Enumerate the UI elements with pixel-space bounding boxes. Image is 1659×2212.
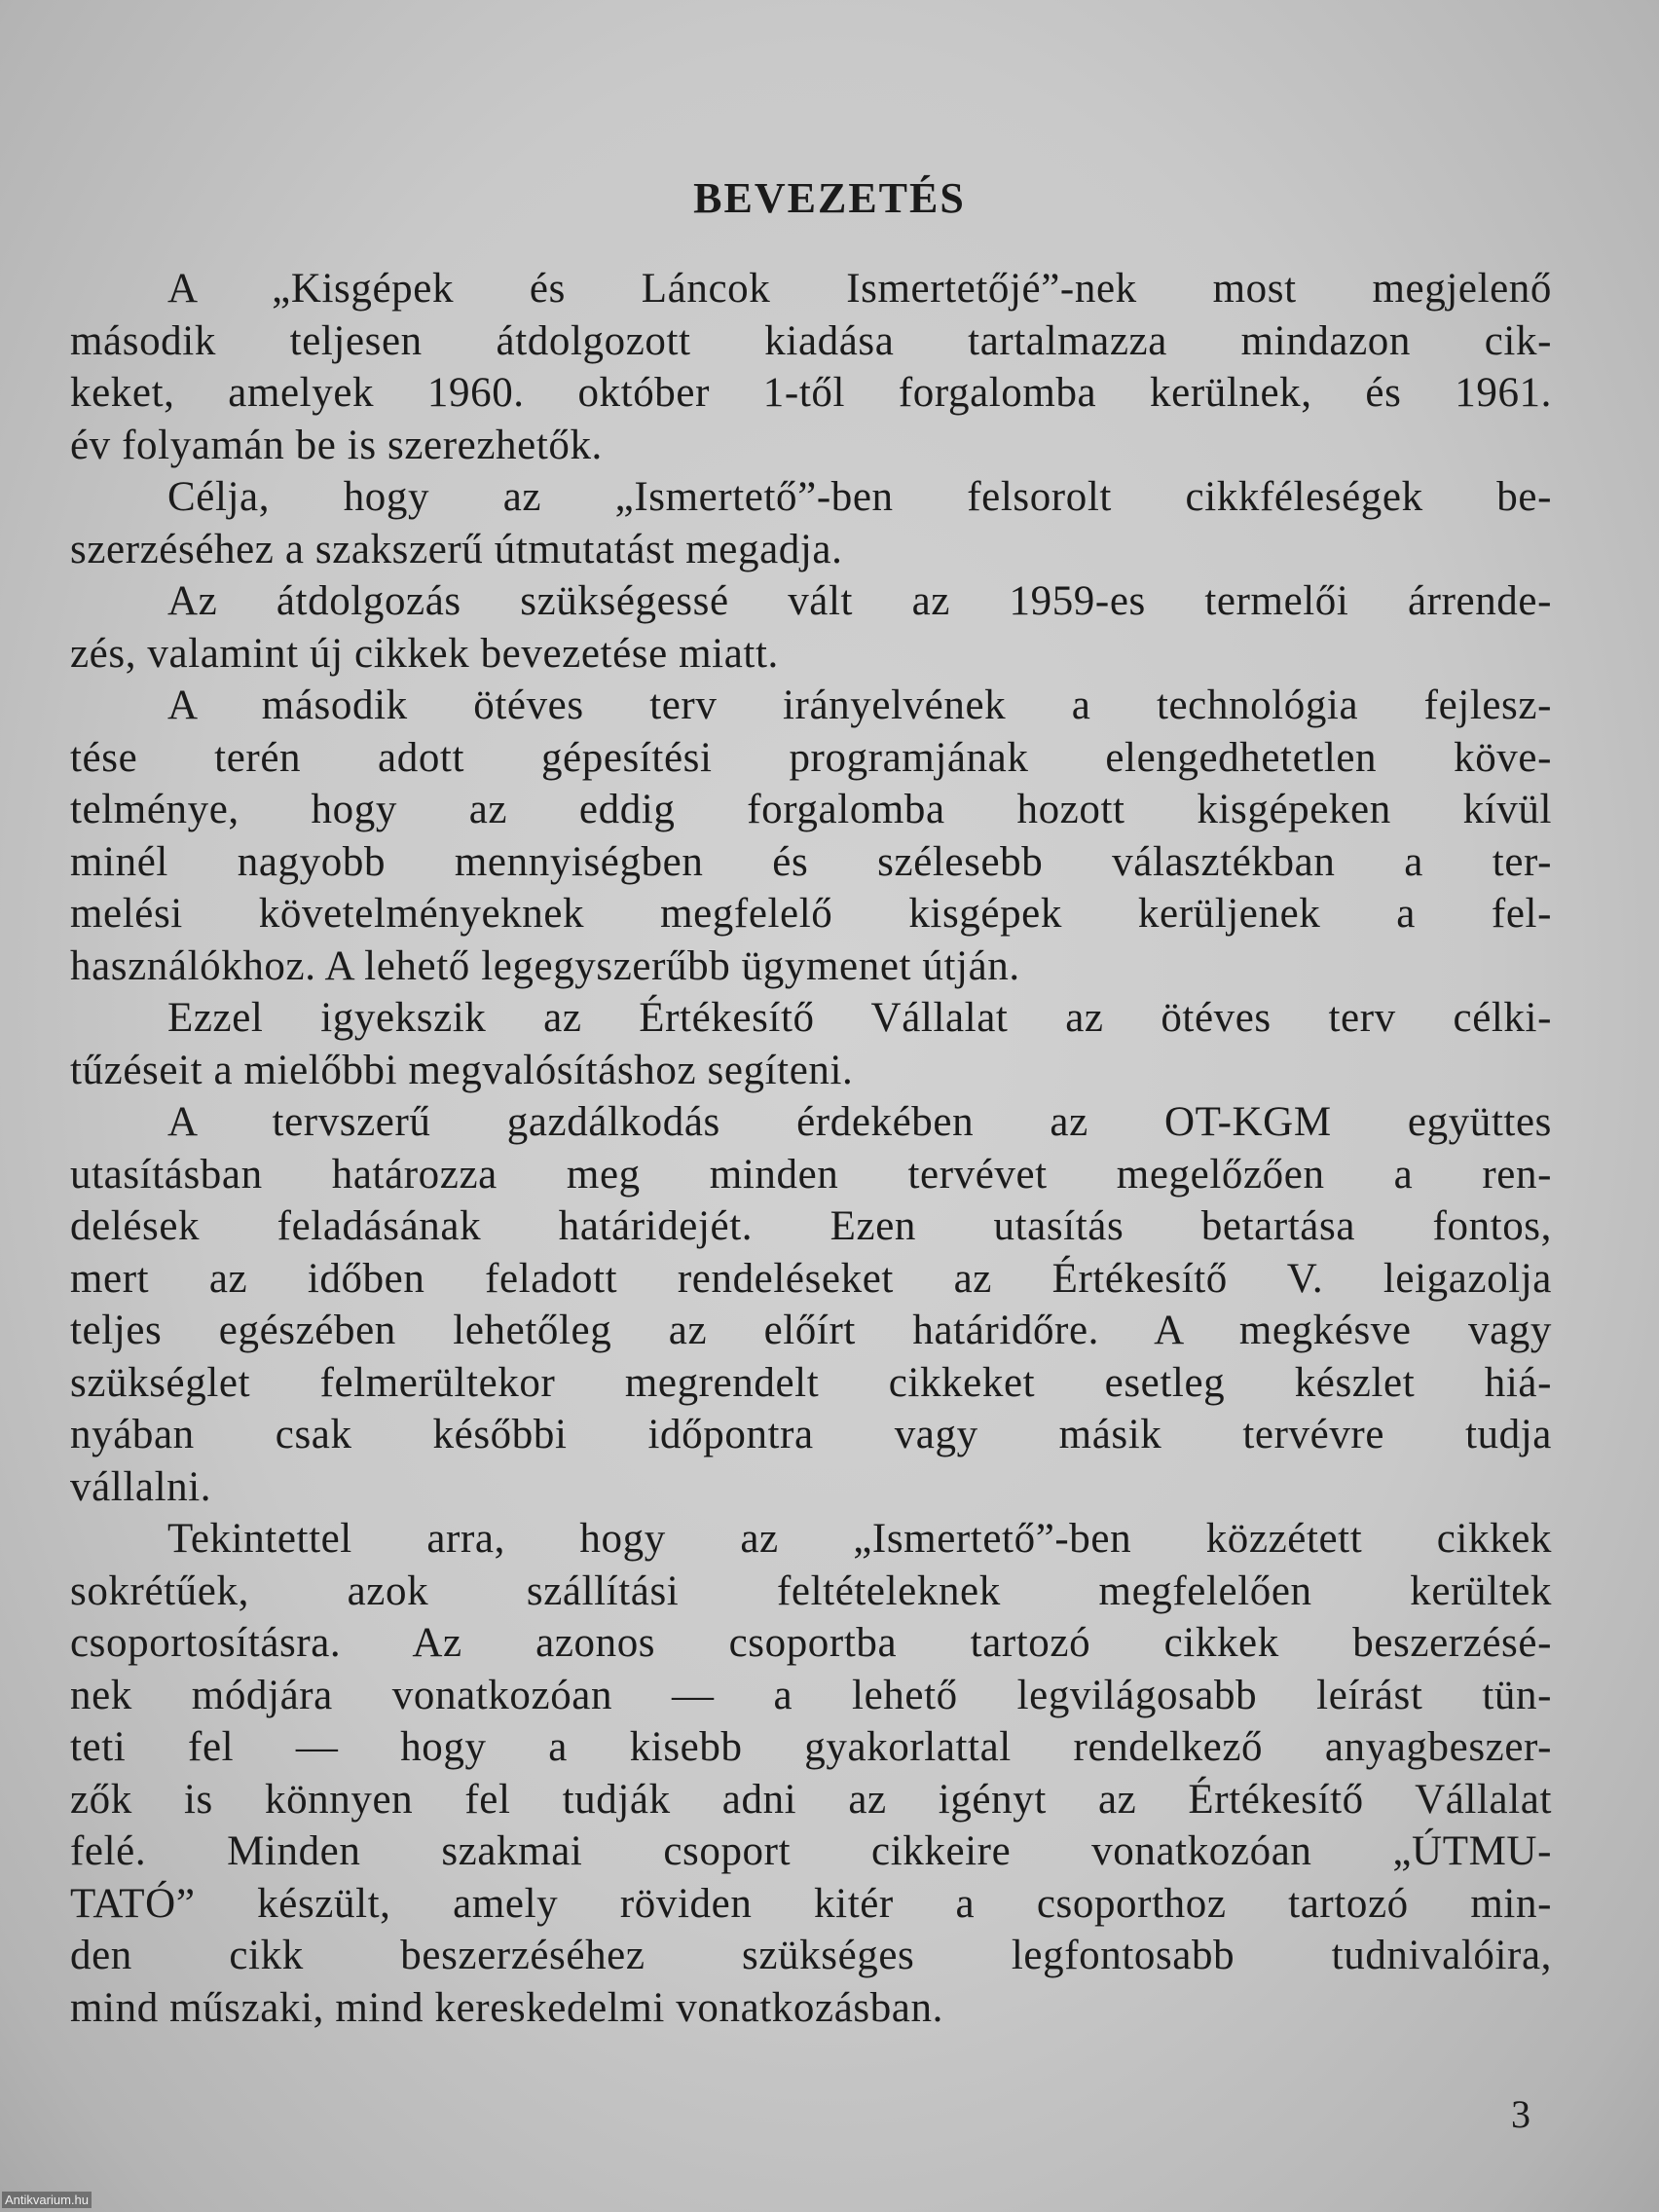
text-line: vállalni. <box>70 1463 212 1510</box>
text-line: melési követelményeknek megfelelő kisgépek kerüljenek a fel- <box>70 891 1552 937</box>
text-line: Tekintettel arra, hogy az „Ismertető”-ben közzétett cikkek <box>167 1516 1552 1562</box>
text-line: teljes egészében lehetőleg az előírt határidőre. A megkésve vagy <box>70 1308 1552 1353</box>
text-line: tűzéseit a mielőbbi megvalósításhoz segíteni. <box>70 1047 854 1093</box>
text-line: sokrétűek, azok szállítási feltételeknek megfelelően kerültek <box>70 1567 1552 1614</box>
text-line: nek módjára vonatkozóan — a lehető legvilágosabb leírást tün- <box>70 1672 1552 1718</box>
text-line: mind műszaki, mind kereskedelmi vonatkozásban. <box>70 1984 943 2031</box>
body-text <box>70 263 1552 2034</box>
text-line: második teljesen átdolgozott kiadása tartalmazza mindazon cik- <box>70 317 1552 364</box>
text-line: zők is könnyen fel tudják adni az igényt az Értékesítő Vállalat <box>70 1776 1552 1823</box>
text-line: szükséglet felmerültekor megrendelt cikkeket esetleg készlet hiá- <box>70 1359 1552 1406</box>
text-line: Ezzel igyekszik az Értékesítő Vállalat az ötéves terv célki- <box>167 995 1552 1041</box>
text-line: mert az időben feladott rendeléseket az Értékesítő V. leigazolja <box>70 1255 1552 1302</box>
text-line: tése terén adott gépesítési programjának elengedhetetlen köve- <box>70 734 1552 781</box>
text-line: csoportosításra. Az azonos csoportba tartozó cikkek beszerzésé- <box>70 1620 1552 1666</box>
text-line: Az átdolgozás szükségessé vált az 1959-es termelői árrende- <box>167 578 1552 624</box>
text-line: minél nagyobb mennyiségben és szélesebb választékban a ter- <box>70 838 1552 885</box>
page-title: BEVEZETÉS <box>693 174 966 222</box>
text-line: A tervszerű gazdálkodás érdekében az OT-KGM együttes <box>167 1099 1552 1145</box>
text-line: zés, valamint új cikkek bevezetése miatt. <box>70 630 779 677</box>
text-line: nyában csak későbbi időpontra vagy másik tervévre tudja <box>70 1412 1552 1457</box>
watermark: Antikvarium.hu <box>2 2192 92 2208</box>
page-number: 3 <box>1511 2092 1530 2136</box>
text-line: teti fel — hogy a kisebb gyakorlattal rendelkező anyagbeszer- <box>70 1724 1552 1770</box>
text-line: szerzéséhez a szakszerű útmutatást megadja. <box>70 526 843 572</box>
text-line: A „Kisgépek és Láncok Ismertetőjé”-nek most megjelenő <box>167 266 1552 312</box>
text-line: A második ötéves terv irányelvének a technológia fejlesz- <box>167 682 1552 728</box>
text-line: felé. Minden szakmai csoport cikkeire vonatkozóan „ÚTMU- <box>70 1828 1552 1874</box>
text-line: keket, amelyek 1960. október 1-től forgalomba kerülnek, és 1961. <box>70 370 1552 416</box>
text-line: év folyamán be is szerezhetők. <box>70 422 603 468</box>
text-line: Célja, hogy az „Ismertető”-ben felsorolt cikkféleségek be- <box>167 474 1552 520</box>
text-line: den cikk beszerzéséhez szükséges legfontosabb tudnivalóira, <box>70 1933 1552 1978</box>
text-line: használókhoz. A lehető legegyszerűbb ügymenet útján. <box>70 942 1020 989</box>
text-line: utasításban határozza meg minden tervévet megelőzően a ren- <box>70 1151 1552 1198</box>
text-line: TATÓ” készült, amely röviden kitér a csoporthoz tartozó min- <box>70 1880 1552 1927</box>
text-line: telménye, hogy az eddig forgalomba hozott kisgépeken kívül <box>70 787 1552 832</box>
text-line: delések feladásának határidejét. Ezen utasítás betartása fontos, <box>70 1203 1552 1249</box>
